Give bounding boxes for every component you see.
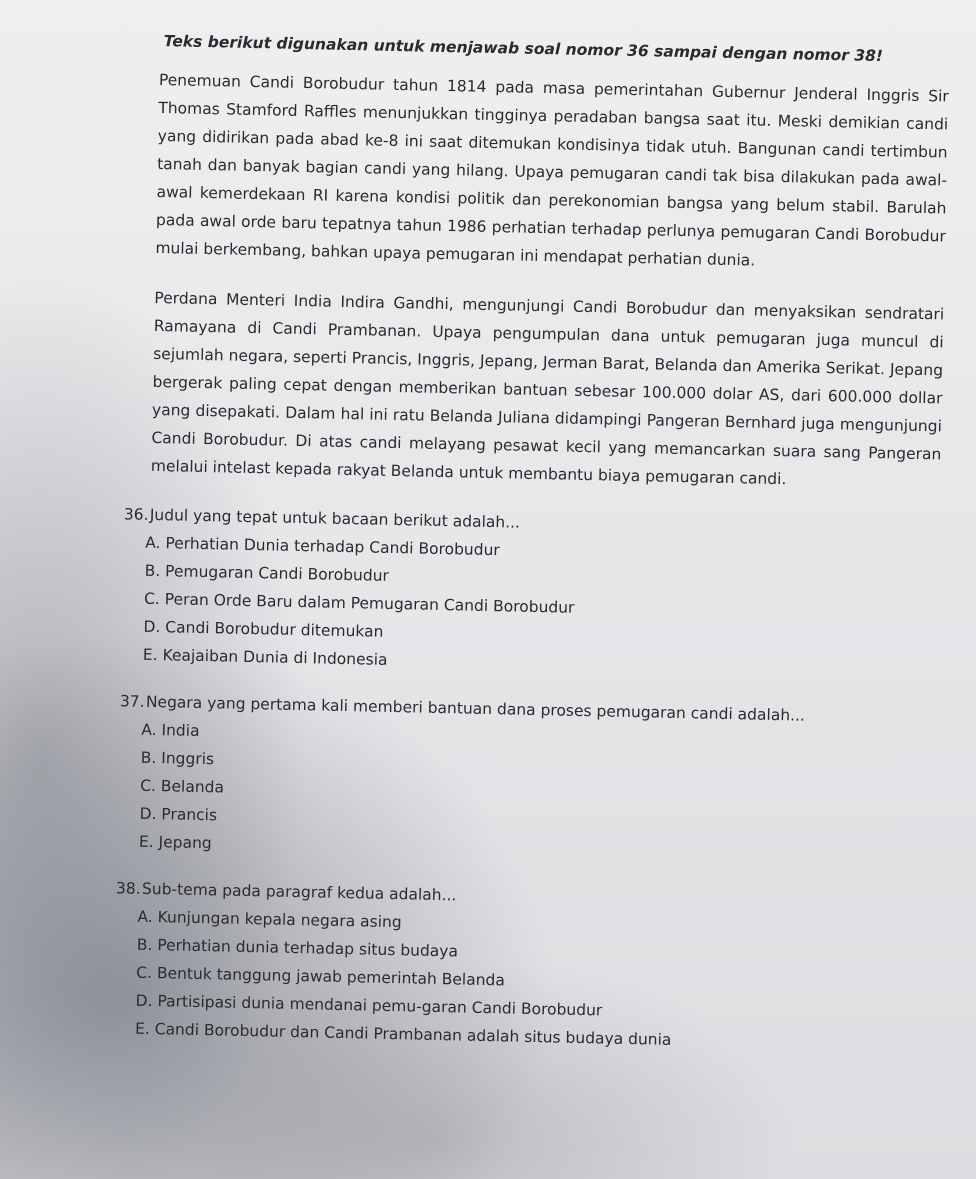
option-a: A. Perhatian Dunia terhadap Candi Borobudur <box>145 533 500 560</box>
option-d: D. Candi Borobudur ditemukan <box>143 617 384 641</box>
question-number: 38. <box>115 879 141 898</box>
reading-paragraph-1: Penemuan Candi Borobudur tahun 1814 pada masa pemerintahan Gubernur Jenderal Inggris Sir Thomas Stamford Raffles menunjukkan tingginya peradaban bangsa saat itu. Meski demikian candi yang didirikan pada abad ke-8 ini saat ditemukan kondisinya tidak utuh. Bangunan candi tertimbun tanah dan banyak bagian candi yang hilang. Upaya pemugaran candi tak bisa dilakukan pada awal-awal kemerdekaan RI karena kondisi politik dan perekonomian bangsa yang belum stabil. Barulah pada awal orde baru tepatnya tahun 1986 perhatian terhadap perlunya pemugaran Candi Borobudur mulai berkembang, bahkan upaya pemugaran ini mendapat perhatian dunia. <box>155 70 949 270</box>
option-list <box>121 528 940 685</box>
question-text: Negara yang pertama kali memberi bantuan dana proses pemugaran candi adalah... <box>145 692 806 725</box>
option-e: E. Candi Borobudur dan Candi Prambanan adalah situs budaya dunia <box>134 1019 672 1049</box>
option-list <box>113 902 932 1059</box>
question-38 <box>113 875 932 1059</box>
question-number: 37. <box>119 692 145 711</box>
option-a: A. Kunjungan kepala negara asing <box>137 907 402 932</box>
question-36 <box>121 501 940 685</box>
option-e: E. Keajaiban Dunia di Indonesia <box>142 645 388 669</box>
option-d: D. Prancis <box>139 804 218 825</box>
option-list <box>117 715 936 872</box>
question-number: 36. <box>123 505 149 524</box>
option-b: B. Pemugaran Candi Borobudur <box>144 561 390 585</box>
option-b: B. Inggris <box>140 748 215 769</box>
question-text: Judul yang tepat untuk bacaan berikut adalah... <box>149 505 521 532</box>
option-a: A. India <box>141 720 200 740</box>
option-c: C. Belanda <box>139 776 225 797</box>
option-c: C. Peran Orde Baru dalam Pemugaran Candi Borobudur <box>143 589 575 617</box>
option-c: C. Bentuk tanggung jawab pemerintah Belanda <box>136 963 506 990</box>
document-content <box>115 30 949 1079</box>
question-list <box>113 501 940 1059</box>
question-text: Sub-tema pada paragraf kedua adalah... <box>141 879 457 905</box>
option-b: B. Perhatian dunia terhadap situs budaya <box>136 935 459 961</box>
option-d: D. Partisipasi dunia mendanai pemu-garan Candi Borobudur <box>135 991 603 1020</box>
option-e: E. Jepang <box>138 832 212 853</box>
reading-paragraph-2: Perdana Menteri India Indira Gandhi, mengunjungi Candi Borobudur dan menyaksikan sendratari Ramayana di Candi Prambanan. Upaya pengumpulan dana untuk pemugaran juga muncul di sejumlah negara, seperti Prancis, Inggris, Jepang, Jerman Barat, Belanda dan Amerika Serikat. Jepang bergerak paling cepat dengan memberikan bantuan sebesar 100.000 dolar AS, dari 600.000 dollar yang disepakati. Dalam hal ini ratu Belanda Juliana didampingi Pangeran Bernhard juga mengunjungi Candi Borobudur. Di atas candi melayang pesawat kecil yang memancarkan suara sang Pangeran melalui intelast kepada rakyat Belanda untuk membantu biaya pemugaran candi. <box>150 288 945 489</box>
instruction-heading: Teks berikut digunakan untuk menjawab soal nomor 36 sampai dengan nomor 38! <box>163 32 884 66</box>
question-37 <box>117 688 936 872</box>
